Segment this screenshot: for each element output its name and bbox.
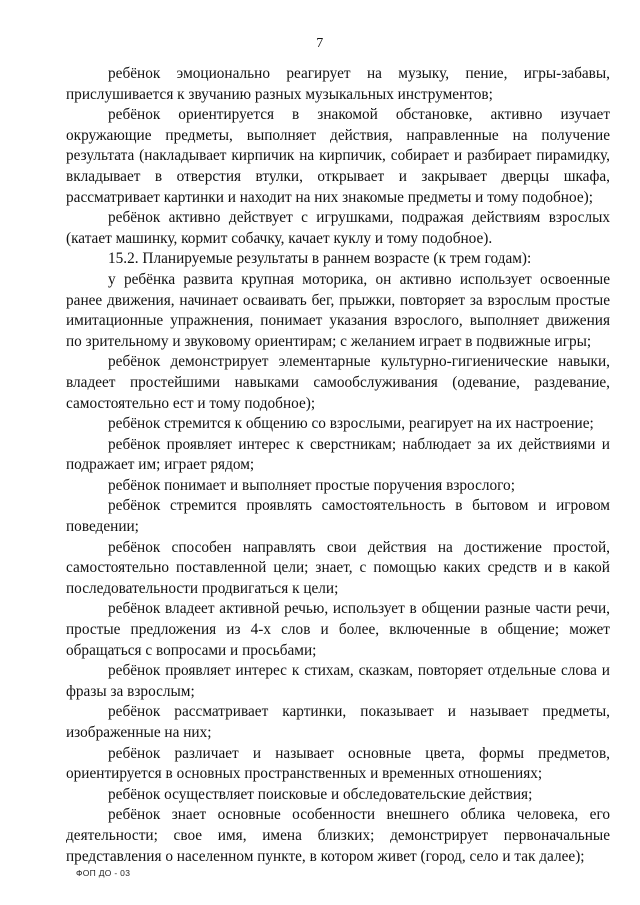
paragraph: ребёнок способен направлять свои действия на достижение простой, самостоятельно поставленной цели; знает, с помощью каких средств и в какой последовательности продвигаться к цели; xyxy=(66,538,610,597)
paragraph: ребёнок проявляет интерес к сверстникам; наблюдает за их действиями и подражает им; играет рядом; xyxy=(66,435,610,474)
paragraph: ребёнок различает и называет основные цвета, формы предметов, ориентируется в основных пространственных и временных отношениях; xyxy=(66,744,610,783)
paragraph: ребёнок эмоционально реагирует на музыку, пение, игры-забавы, прислушивается к звучанию разных музыкальных инструментов; xyxy=(66,65,610,103)
section-heading: 15.2. Планируемые результаты в раннем возрасте (к трем годам): xyxy=(108,250,532,268)
paragraph: ребёнок владеет активной речью, использует в общении разные части речи, простые предложения из 4-х слов и более, включенные в общение; может обращаться с вопросами и просьбами; xyxy=(66,600,610,659)
paragraph: ребёнок стремится проявлять самостоятельность в бытовом и игровом поведении; xyxy=(66,497,610,536)
paragraph: ребёнок знает основные особенности внешнего облика человека, его деятельности; свое имя, имена близких; демонстрирует первоначальные представления о населенном пункте, в котором живет (город, село и так далее); xyxy=(66,806,610,865)
paragraph: ребёнок активно действует с игрушками, подражая действиям взрослых (катает машинку, кормит собачку, качает куклу и тому подобное). xyxy=(66,209,610,247)
paragraph: ребёнок осуществляет поисковые и обследовательские действия; xyxy=(108,785,533,803)
paragraph: ребёнок проявляет интерес к стихам, сказкам, повторяет отдельные слова и фразы за взрослым; xyxy=(66,662,610,700)
paragraph: ребёнок ориентируется в знакомой обстановке, активно изучает окружающие предметы, выполняет действия, направленные на получение результата (накладывает кирпичик на кирпичик, собирает и разбирает пирамидку, вкладывает в отверстия втулки, открывает и закрывает дверцы шкафа, рассматривает картинки и находит на них знакомые предметы и тому подобное); xyxy=(66,106,610,206)
paragraph: ребёнок демонстрирует элементарные культурно-гигиенические навыки, владеет простейшими навыками самообслуживания (одевание, раздевание, самостоятельно ест и тому подобное); xyxy=(66,353,610,412)
paragraph: у ребёнка развита крупная моторика, он активно использует освоенные ранее движения, начинает осваивать бег, прыжки, повторяет за взрослым простые имитационные упражнения, понимает указания взрослого, выполняет движения по зрительному и звуковому ориентирам; с желанием играет в подвижные игры; xyxy=(66,270,610,350)
document-code-footer: ФОП ДО - 03 xyxy=(76,868,131,878)
paragraph: ребёнок стремится к общению со взрослыми, реагирует на их настроение; xyxy=(108,415,594,433)
page-number: 7 xyxy=(316,36,324,51)
paragraph: ребёнок понимает и выполняет простые поручения взрослого; xyxy=(108,476,515,494)
paragraph: ребёнок рассматривает картинки, показывает и называет предметы, изображенные на них; xyxy=(66,703,610,741)
body-text xyxy=(66,64,610,867)
